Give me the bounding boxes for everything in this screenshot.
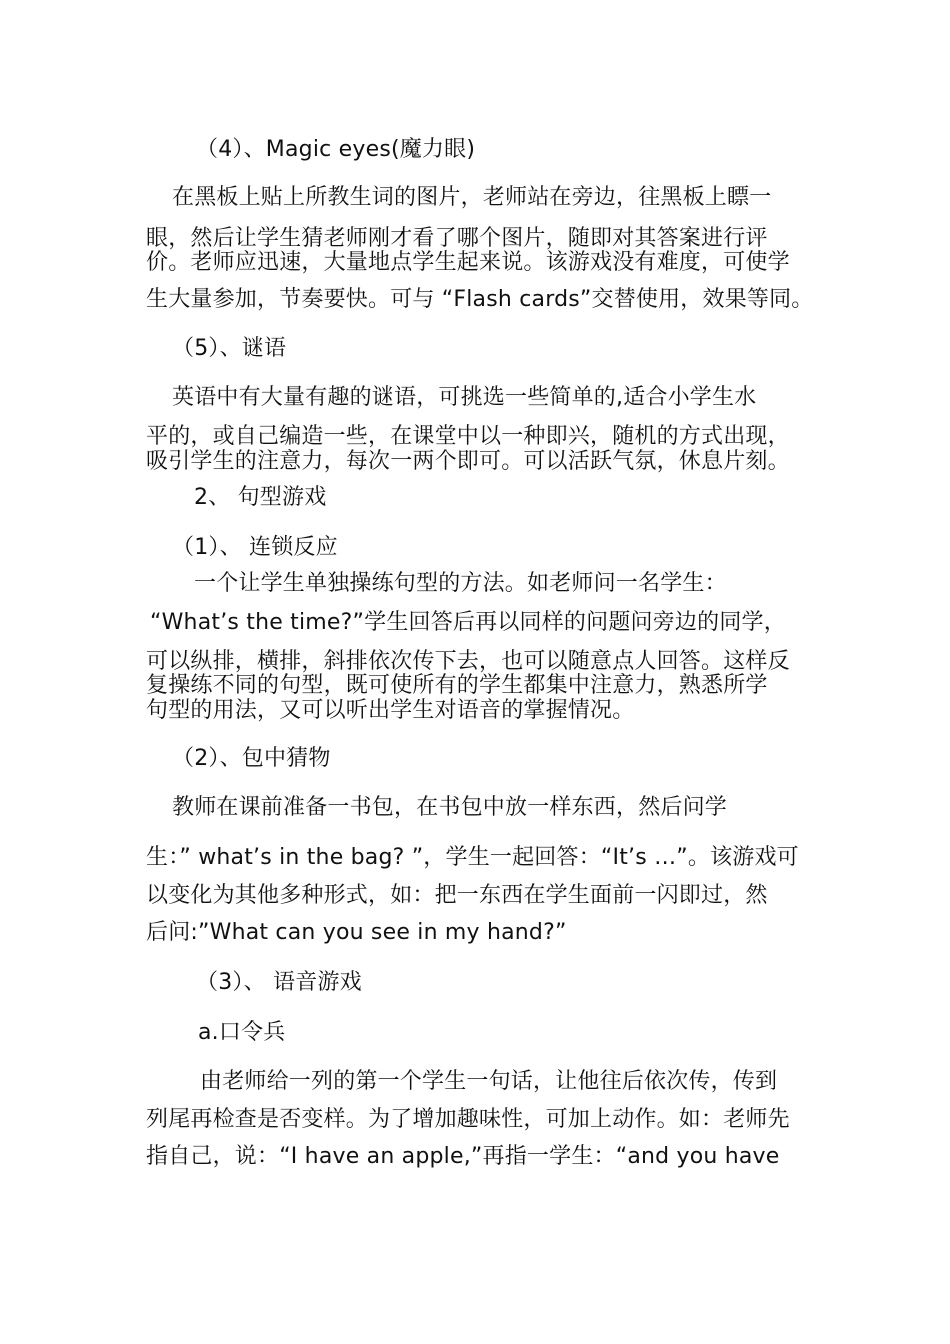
- heading-phonics-games: （3）、 语音游戏: [196, 970, 362, 995]
- paragraph-line: 眼，然后让学生猜老师刚才看了哪个图片，随即对其答案进行评: [146, 226, 768, 251]
- paragraph-line: 教师在课前准备一书包，在书包中放一样东西，然后问学: [172, 795, 728, 820]
- paragraph-line: 生：” what’s in the bag? ”，学生一起回答：“It’s …”。该游戏可: [146, 845, 799, 870]
- paragraph-line: 平的，或自己编造一些，在课堂中以一种即兴，随机的方式出现，: [146, 424, 790, 449]
- paragraph-line: 可以纵排，横排，斜排依次传下去，也可以随意点人回答。这样反: [146, 649, 790, 674]
- paragraph-line: 由老师给一列的第一个学生一句话，让他往后依次传，传到: [200, 1069, 778, 1094]
- paragraph-line: 价。老师应迅速，大量地点学生起来说。该游戏没有难度，可使学: [146, 250, 790, 275]
- paragraph-line: 在黑板上贴上所教生词的图片，老师站在旁边，往黑板上瞟一: [172, 185, 772, 210]
- heading-magic-eyes: （4）、Magic eyes(魔力眼): [196, 137, 476, 162]
- heading-riddles: （5）、谜语: [172, 336, 287, 361]
- section-heading-sentence-games: 2、 句型游戏: [194, 485, 327, 510]
- heading-chain-reaction: （1）、 连锁反应: [172, 535, 338, 560]
- paragraph-line: 吸引学生的注意力，每次一两个即可。可以活跃气氛，休息片刻。: [146, 449, 790, 474]
- paragraph-line: 列尾再检查是否变样。为了增加趣味性，可加上动作。如：老师先: [146, 1107, 790, 1132]
- paragraph-line: 以变化为其他多种形式，如：把一东西在学生面前一闪即过，然: [146, 883, 768, 908]
- paragraph-line: 生大量参加，节奏要快。可与 “Flash cards”交替使用，效果等同。: [146, 287, 814, 312]
- paragraph-line: “What’s the time?”学生回答后再以同样的问题问旁边的同学，: [150, 610, 786, 635]
- paragraph-line: 句型的用法，又可以听出学生对语音的掌握情况。: [146, 698, 635, 723]
- paragraph-line: 英语中有大量有趣的谜语，可挑选一些简单的,适合小学生水: [172, 385, 757, 410]
- paragraph-line: 一个让学生单独操练句型的方法。如老师问一名学生：: [194, 571, 727, 596]
- paragraph-line: 指自己，说：“I have an apple,”再指一学生：“and you have: [146, 1144, 780, 1169]
- paragraph-line: 后问:”What can you see in my hand?”: [146, 920, 567, 945]
- subheading-command-soldier: a.口令兵: [198, 1020, 286, 1045]
- paragraph-line: 复操练不同的句型，既可使所有的学生都集中注意力，熟悉所学: [146, 673, 768, 698]
- heading-guess-in-bag: （2）、包中猜物: [172, 746, 331, 771]
